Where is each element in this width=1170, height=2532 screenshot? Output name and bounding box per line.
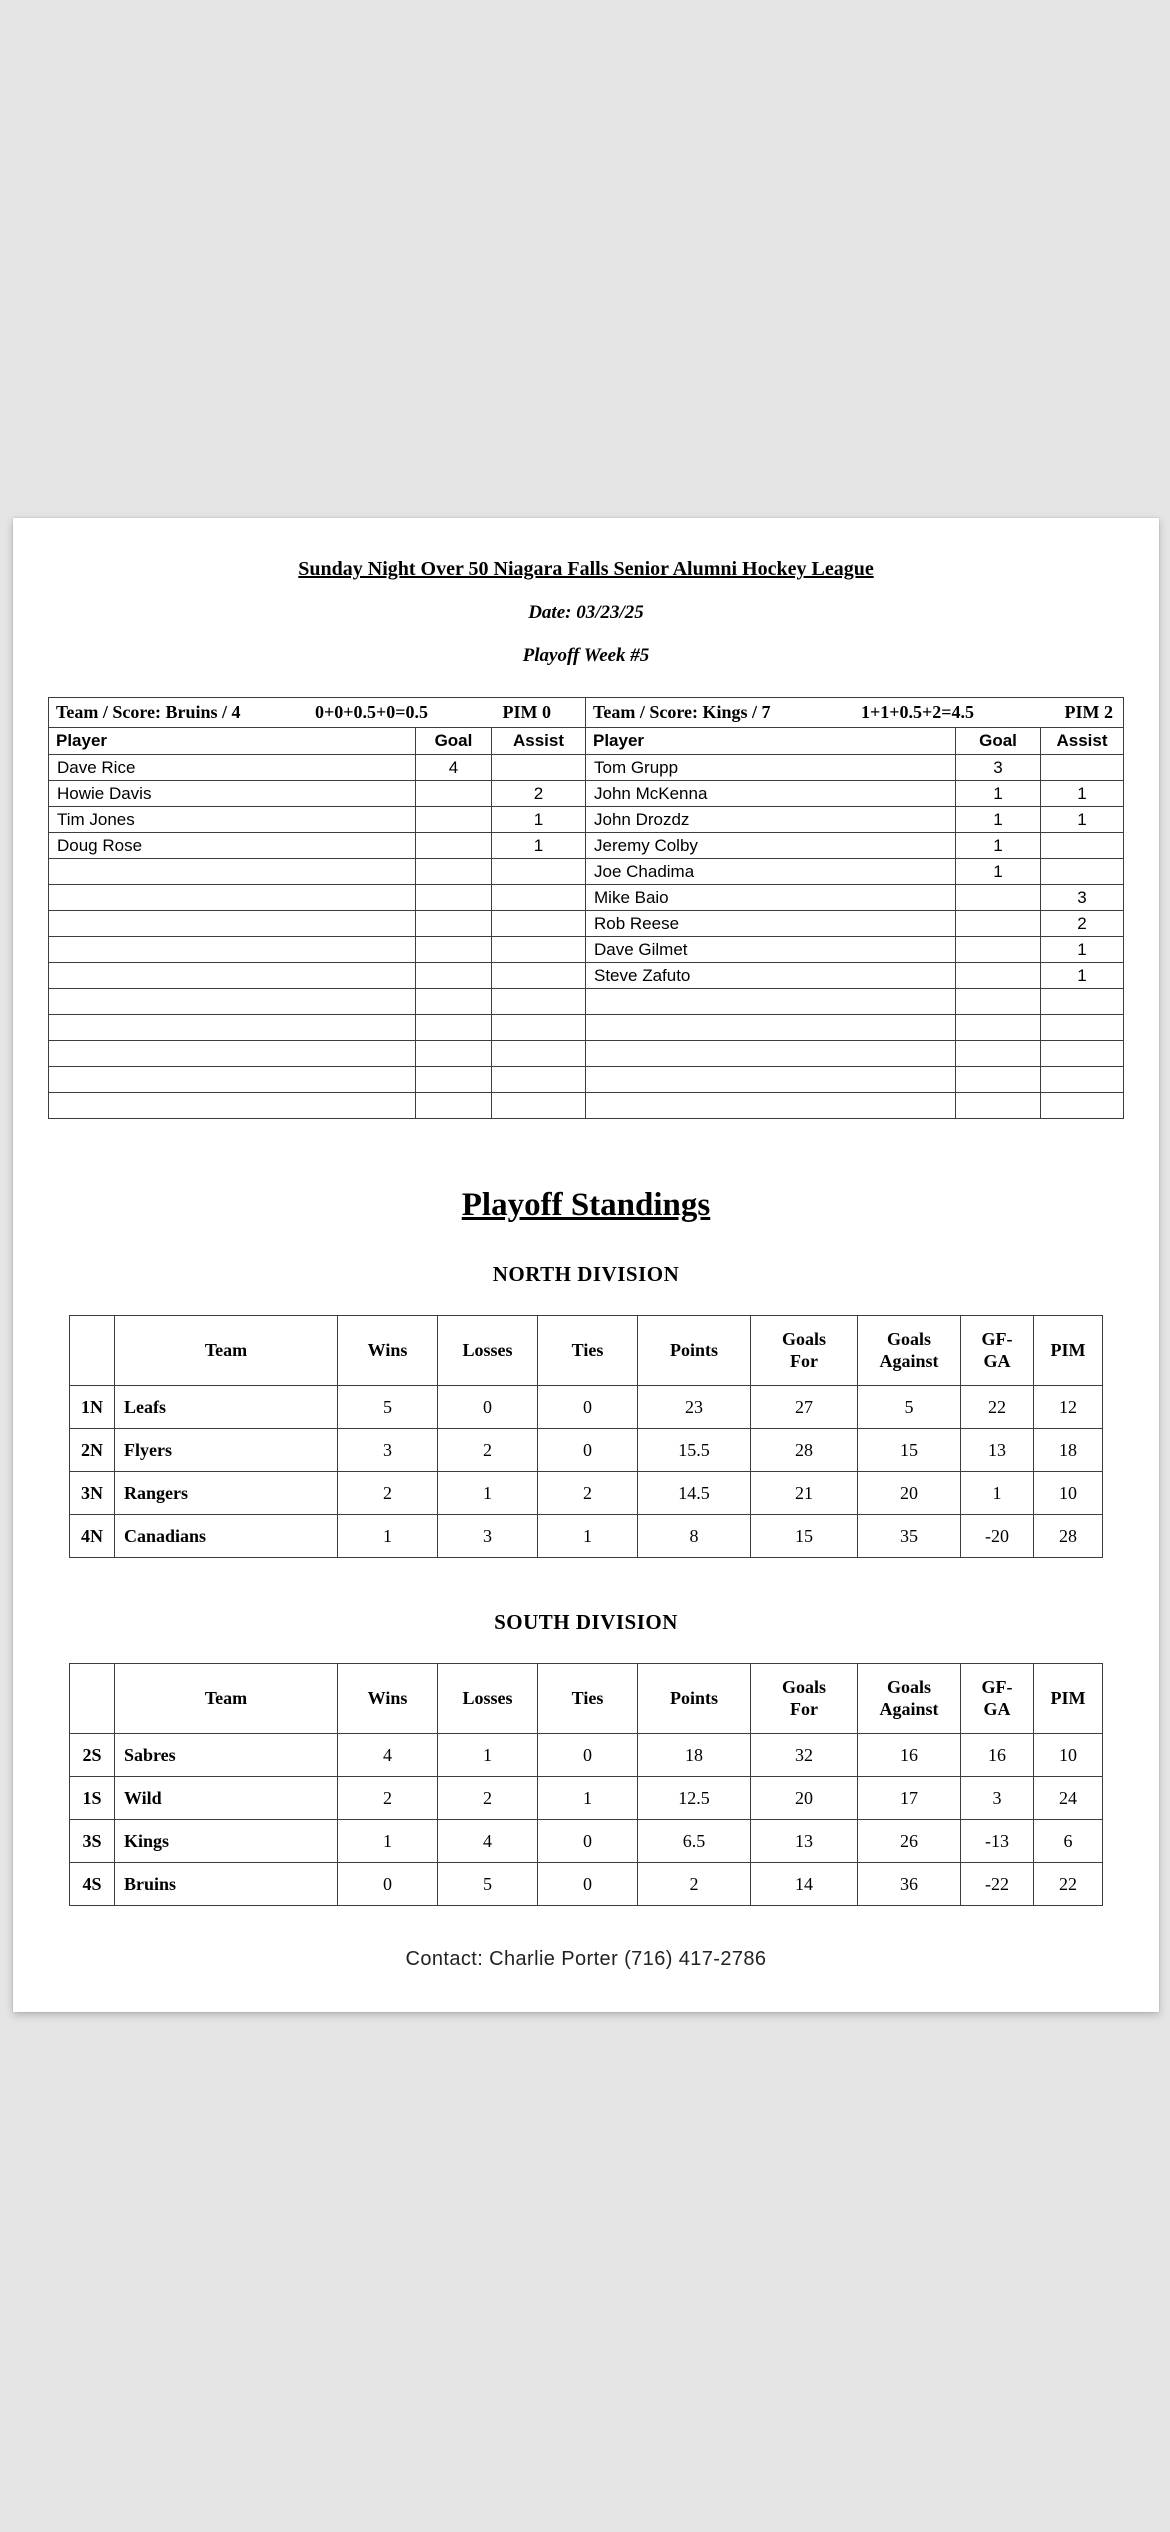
rank-cell: 4S — [70, 1863, 115, 1906]
losses-cell: 3 — [438, 1515, 538, 1558]
goal-cell — [415, 885, 491, 911]
col-rank — [70, 1664, 115, 1734]
losses-cell: 1 — [438, 1734, 538, 1777]
goals-for-cell: 27 — [751, 1386, 858, 1429]
col-points: Points — [638, 1316, 751, 1386]
col-pim: PIM — [1034, 1316, 1103, 1386]
player-cell: Howie Davis — [48, 781, 415, 807]
standings-row — [70, 1863, 1103, 1906]
gf-ga-cell: 22 — [961, 1386, 1034, 1429]
standings-row — [70, 1386, 1103, 1429]
goal-cell — [415, 807, 491, 833]
goal-cell — [956, 1093, 1041, 1119]
team-cell: Rangers — [115, 1472, 338, 1515]
player-cell: Joe Chadima — [586, 859, 956, 885]
points-cell: 8 — [638, 1515, 751, 1558]
goals-for-cell: 28 — [751, 1429, 858, 1472]
gf-ga-cell: -20 — [961, 1515, 1034, 1558]
goals-against-cell: 15 — [858, 1429, 961, 1472]
goal-cell — [415, 1041, 491, 1067]
left-goal-header: Goal — [415, 728, 491, 755]
losses-cell: 5 — [438, 1863, 538, 1906]
points-cell: 6.5 — [638, 1820, 751, 1863]
col-losses: Losses — [438, 1664, 538, 1734]
col-ties: Ties — [538, 1664, 638, 1734]
wins-cell: 5 — [338, 1386, 438, 1429]
week-line: Playoff Week #5 — [522, 645, 650, 666]
goals-for-cell: 32 — [751, 1734, 858, 1777]
assist-cell: 2 — [1041, 911, 1124, 937]
rank-cell: 1S — [70, 1777, 115, 1820]
wins-cell: 3 — [338, 1429, 438, 1472]
pim-cell: 10 — [1034, 1472, 1103, 1515]
goals-against-cell: 17 — [858, 1777, 961, 1820]
gf-ga-cell: 3 — [961, 1777, 1034, 1820]
wins-cell: 2 — [338, 1777, 438, 1820]
team-score-row — [48, 698, 1123, 728]
score-row — [48, 833, 1123, 859]
col-goals-against: Goals Against — [858, 1664, 961, 1734]
player-cell — [48, 885, 415, 911]
team-cell: Flyers — [115, 1429, 338, 1472]
ties-cell: 1 — [538, 1515, 638, 1558]
wins-cell: 1 — [338, 1820, 438, 1863]
player-cell — [48, 1015, 415, 1041]
goal-cell — [415, 1015, 491, 1041]
assist-cell — [1041, 1015, 1124, 1041]
col-wins: Wins — [338, 1664, 438, 1734]
assist-cell: 1 — [491, 807, 585, 833]
right-pim: PIM 2 — [1064, 702, 1113, 722]
player-cell — [48, 937, 415, 963]
pim-cell: 22 — [1034, 1863, 1103, 1906]
ties-cell: 0 — [538, 1429, 638, 1472]
date-line: Date: 03/23/25 — [528, 602, 644, 623]
score-row — [48, 1093, 1123, 1119]
col-goals-for: Goals For — [751, 1316, 858, 1386]
assist-cell: 2 — [491, 781, 585, 807]
goal-cell: 1 — [956, 859, 1041, 885]
score-row — [48, 1015, 1123, 1041]
ties-cell: 0 — [538, 1386, 638, 1429]
assist-cell — [491, 963, 585, 989]
goal-cell: 1 — [956, 833, 1041, 859]
player-cell: Steve Zafuto — [586, 963, 956, 989]
goal-cell: 4 — [415, 755, 491, 781]
player-cell: Tim Jones — [48, 807, 415, 833]
goals-for-cell: 13 — [751, 1820, 858, 1863]
player-cell — [586, 1093, 956, 1119]
player-cell — [586, 1015, 956, 1041]
player-cell: Dave Rice — [48, 755, 415, 781]
col-pim: PIM — [1034, 1664, 1103, 1734]
contact-line: Contact: Charlie Porter (716) 417-2786 — [405, 1948, 767, 1970]
col-rank — [70, 1316, 115, 1386]
ties-cell: 0 — [538, 1820, 638, 1863]
standings-row — [70, 1515, 1103, 1558]
assist-cell: 1 — [1041, 807, 1124, 833]
right-team-score-cell — [586, 698, 1124, 728]
assist-cell — [491, 989, 585, 1015]
player-cell: Tom Grupp — [586, 755, 956, 781]
goals-for-cell: 21 — [751, 1472, 858, 1515]
goal-cell — [415, 833, 491, 859]
left-pim: PIM 0 — [502, 702, 551, 722]
rank-cell: 2N — [70, 1429, 115, 1472]
gf-ga-cell: 13 — [961, 1429, 1034, 1472]
points-cell: 2 — [638, 1863, 751, 1906]
left-team-score-cell — [48, 698, 585, 728]
right-team-score: Team / Score: Kings / 7 — [593, 702, 771, 722]
north-division-title: NORTH DIVISION — [492, 1262, 680, 1286]
losses-cell: 2 — [438, 1777, 538, 1820]
assist-cell — [1041, 833, 1124, 859]
left-team-score: Team / Score: Bruins / 4 — [55, 702, 241, 722]
goal-cell — [415, 1093, 491, 1119]
goal-cell: 1 — [956, 807, 1041, 833]
assist-cell — [1041, 859, 1124, 885]
standings-row — [70, 1777, 1103, 1820]
pim-cell: 24 — [1034, 1777, 1103, 1820]
score-row — [48, 937, 1123, 963]
assist-cell — [491, 755, 585, 781]
goals-for-cell: 20 — [751, 1777, 858, 1820]
assist-cell: 1 — [491, 833, 585, 859]
goals-against-cell: 20 — [858, 1472, 961, 1515]
ties-cell: 1 — [538, 1777, 638, 1820]
pim-cell: 18 — [1034, 1429, 1103, 1472]
col-gf-ga: GF-GA — [961, 1664, 1034, 1734]
gf-ga-cell: 1 — [961, 1472, 1034, 1515]
assist-cell — [1041, 755, 1124, 781]
score-row — [48, 989, 1123, 1015]
wins-cell: 0 — [338, 1863, 438, 1906]
score-row — [48, 859, 1123, 885]
pim-cell: 28 — [1034, 1515, 1103, 1558]
goal-cell: 1 — [956, 781, 1041, 807]
team-cell: Wild — [115, 1777, 338, 1820]
goal-cell — [956, 885, 1041, 911]
standings-row — [70, 1820, 1103, 1863]
standings-header-row — [70, 1316, 1103, 1386]
player-cell — [48, 1041, 415, 1067]
losses-cell: 2 — [438, 1429, 538, 1472]
score-row — [48, 1067, 1123, 1093]
ties-cell: 0 — [538, 1734, 638, 1777]
goal-cell — [956, 963, 1041, 989]
goal-cell — [415, 859, 491, 885]
goal-cell — [415, 911, 491, 937]
goal-cell: 3 — [956, 755, 1041, 781]
goal-cell — [956, 937, 1041, 963]
team-cell: Leafs — [115, 1386, 338, 1429]
col-ties: Ties — [538, 1316, 638, 1386]
goal-cell — [415, 781, 491, 807]
standings-heading: Playoff Standings — [461, 1187, 711, 1223]
col-team: Team — [115, 1664, 338, 1734]
goals-against-cell: 35 — [858, 1515, 961, 1558]
left-assist-header: Assist — [491, 728, 585, 755]
score-row — [48, 1041, 1123, 1067]
points-cell: 15.5 — [638, 1429, 751, 1472]
goals-against-cell: 26 — [858, 1820, 961, 1863]
document-page — [13, 518, 1159, 2012]
goals-for-cell: 14 — [751, 1863, 858, 1906]
col-gf-ga: GF-GA — [961, 1316, 1034, 1386]
team-cell: Kings — [115, 1820, 338, 1863]
losses-cell: 1 — [438, 1472, 538, 1515]
rank-cell: 2S — [70, 1734, 115, 1777]
player-cell — [48, 1093, 415, 1119]
assist-cell: 3 — [1041, 885, 1124, 911]
score-row — [48, 885, 1123, 911]
wins-cell: 2 — [338, 1472, 438, 1515]
player-cell: Doug Rose — [48, 833, 415, 859]
player-cell: Mike Baio — [586, 885, 956, 911]
gf-ga-cell: 16 — [961, 1734, 1034, 1777]
rank-cell: 4N — [70, 1515, 115, 1558]
col-wins: Wins — [338, 1316, 438, 1386]
standings-row — [70, 1429, 1103, 1472]
player-cell — [586, 1067, 956, 1093]
standings-header-row — [70, 1664, 1103, 1734]
assist-cell: 1 — [1041, 963, 1124, 989]
assist-cell: 1 — [1041, 937, 1124, 963]
assist-cell — [491, 937, 585, 963]
player-cell — [48, 859, 415, 885]
score-column-header-row — [48, 728, 1123, 755]
assist-cell — [1041, 1067, 1124, 1093]
goal-cell — [415, 963, 491, 989]
team-cell: Canadians — [115, 1515, 338, 1558]
assist-cell — [491, 859, 585, 885]
player-cell: Jeremy Colby — [586, 833, 956, 859]
assist-cell — [491, 911, 585, 937]
south-division-title: SOUTH DIVISION — [494, 1610, 678, 1634]
assist-cell: 1 — [1041, 781, 1124, 807]
score-row — [48, 755, 1123, 781]
standings-row — [70, 1734, 1103, 1777]
points-cell: 12.5 — [638, 1777, 751, 1820]
assist-cell — [1041, 989, 1124, 1015]
wins-cell: 1 — [338, 1515, 438, 1558]
left-score-calc: 0+0+0.5+0=0.5 — [314, 702, 429, 722]
losses-cell: 4 — [438, 1820, 538, 1863]
assist-cell — [491, 1041, 585, 1067]
pim-cell: 12 — [1034, 1386, 1103, 1429]
pim-cell: 6 — [1034, 1820, 1103, 1863]
col-goals-for: Goals For — [751, 1664, 858, 1734]
points-cell: 23 — [638, 1386, 751, 1429]
gf-ga-cell: -13 — [961, 1820, 1034, 1863]
player-cell: John McKenna — [586, 781, 956, 807]
assist-cell — [491, 1093, 585, 1119]
goal-cell — [415, 989, 491, 1015]
goals-against-cell: 5 — [858, 1386, 961, 1429]
goals-against-cell: 36 — [858, 1863, 961, 1906]
goal-cell — [415, 1067, 491, 1093]
points-cell: 14.5 — [638, 1472, 751, 1515]
right-assist-header: Assist — [1041, 728, 1124, 755]
assist-cell — [1041, 1093, 1124, 1119]
ties-cell: 2 — [538, 1472, 638, 1515]
gf-ga-cell: -22 — [961, 1863, 1034, 1906]
team-cell: Bruins — [115, 1863, 338, 1906]
assist-cell — [491, 885, 585, 911]
player-cell — [48, 963, 415, 989]
player-cell — [48, 1067, 415, 1093]
team-cell: Sabres — [115, 1734, 338, 1777]
score-table — [48, 697, 1124, 1119]
goal-cell — [956, 1067, 1041, 1093]
rank-cell: 3N — [70, 1472, 115, 1515]
col-losses: Losses — [438, 1316, 538, 1386]
player-cell — [48, 989, 415, 1015]
points-cell: 18 — [638, 1734, 751, 1777]
losses-cell: 0 — [438, 1386, 538, 1429]
page-title: Sunday Night Over 50 Niagara Falls Senior Alumni Hockey League — [298, 558, 874, 580]
assist-cell — [491, 1067, 585, 1093]
goal-cell — [956, 1041, 1041, 1067]
assist-cell — [1041, 1041, 1124, 1067]
rank-cell: 3S — [70, 1820, 115, 1863]
score-row — [48, 963, 1123, 989]
right-player-header: Player — [586, 728, 956, 755]
right-score-calc: 1+1+0.5+2=4.5 — [860, 702, 975, 722]
player-cell — [586, 1041, 956, 1067]
goal-cell — [956, 989, 1041, 1015]
north-division-table — [69, 1315, 1103, 1558]
player-cell: Rob Reese — [586, 911, 956, 937]
player-cell: Dave Gilmet — [586, 937, 956, 963]
player-cell — [48, 911, 415, 937]
right-goal-header: Goal — [956, 728, 1041, 755]
col-goals-against: Goals Against — [858, 1316, 961, 1386]
player-cell: John Drozdz — [586, 807, 956, 833]
wins-cell: 4 — [338, 1734, 438, 1777]
goal-cell — [415, 937, 491, 963]
score-row — [48, 781, 1123, 807]
rank-cell: 1N — [70, 1386, 115, 1429]
standings-row — [70, 1472, 1103, 1515]
goal-cell — [956, 911, 1041, 937]
col-points: Points — [638, 1664, 751, 1734]
col-team: Team — [115, 1316, 338, 1386]
left-player-header: Player — [48, 728, 415, 755]
score-row — [48, 807, 1123, 833]
player-cell — [586, 989, 956, 1015]
pim-cell: 10 — [1034, 1734, 1103, 1777]
goals-against-cell: 16 — [858, 1734, 961, 1777]
south-division-table — [69, 1663, 1103, 1906]
goals-for-cell: 15 — [751, 1515, 858, 1558]
score-row — [48, 911, 1123, 937]
ties-cell: 0 — [538, 1863, 638, 1906]
assist-cell — [491, 1015, 585, 1041]
goal-cell — [956, 1015, 1041, 1041]
